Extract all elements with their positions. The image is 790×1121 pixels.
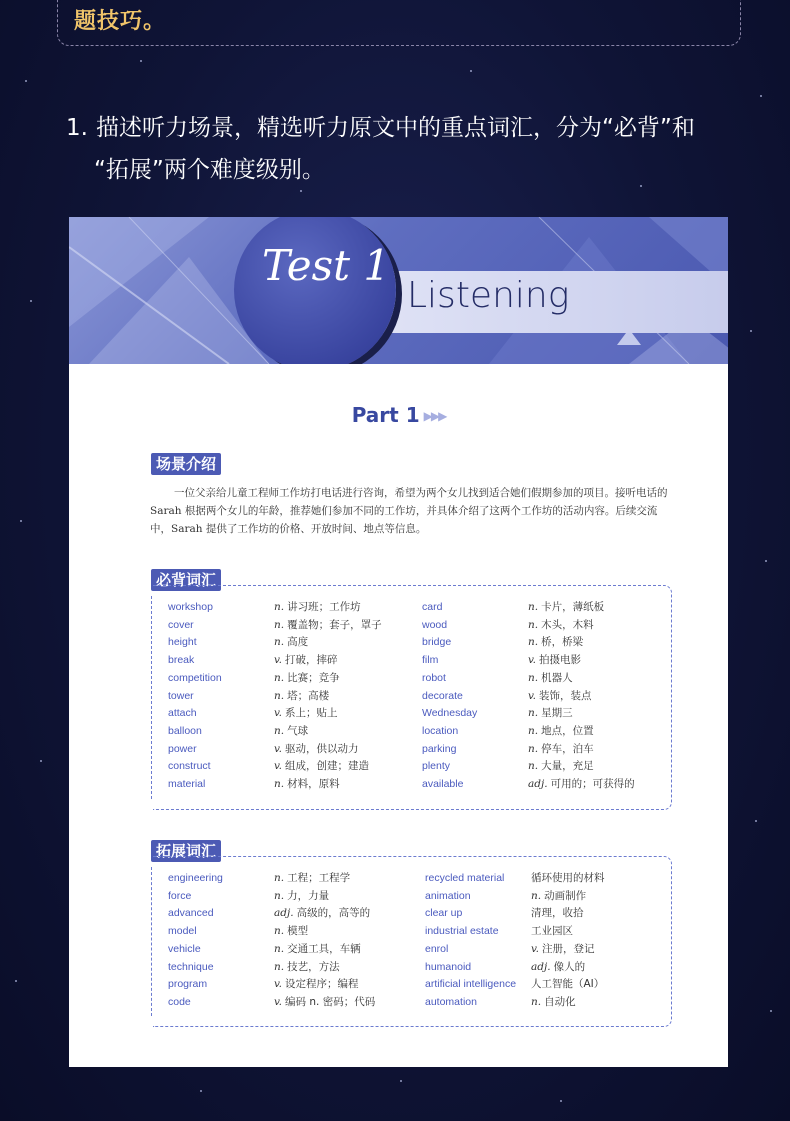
part-of-speech: v. <box>274 995 283 1008</box>
vocab-meaning: v. 注册，登记 <box>531 942 595 955</box>
vocab-meaning: n. 大量，充足 <box>528 760 594 773</box>
part-of-speech: v. <box>528 654 537 667</box>
vocab-meaning: 工业园区 <box>531 925 573 938</box>
vocab-word: available <box>422 778 464 790</box>
star <box>40 760 42 762</box>
vocab-word: program <box>168 978 208 991</box>
part-of-speech: v. <box>274 654 283 667</box>
part-of-speech: n. <box>274 778 285 790</box>
part-of-speech: adj. <box>531 960 551 973</box>
vocab-meaning: n. 高度 <box>274 636 309 649</box>
vocab-word: automation <box>425 995 477 1008</box>
part-of-speech: n. <box>531 995 542 1008</box>
vocab-meaning: adj. 高级的，高等的 <box>274 907 371 920</box>
feature-description <box>66 107 746 191</box>
vocab-meaning: n. 塔；高楼 <box>274 689 330 702</box>
vocab-word: location <box>422 724 459 737</box>
part-of-speech: n. <box>274 618 285 631</box>
scene-text: 一位父亲给儿童工程师工作坊打电话进行咨询，希望为两个女儿找到适合她们假期参加的项目。接听电话的 Sarah 根据两个女儿的年龄，推荐她们参加不同的工作坊，并具体介绍了这两个工作坊的活动内容。后续交流中，Sarah 提供了工作坊的价格、开放时间、地点等信息。 <box>150 487 668 535</box>
vocab-meaning: n. 桥，桥梁 <box>528 636 584 649</box>
feature-text-1: 描述听力场景，精选听力原文中的重点词汇，分为“必背”和 <box>96 115 695 141</box>
part-of-speech: n. <box>528 601 539 613</box>
vocab-meaning: v. 设定程序；编程 <box>274 978 359 991</box>
part-of-speech: v. <box>274 707 283 720</box>
sample-page <box>69 217 728 1067</box>
vocab-word: cover <box>168 618 194 631</box>
star <box>750 330 752 332</box>
vocab-word: clear up <box>425 907 463 920</box>
part-of-speech: n. <box>274 872 285 884</box>
part-of-speech: v. <box>531 942 540 955</box>
vocab-word: tower <box>168 689 194 702</box>
vocab-meaning: n. 讲习班；工作坊 <box>274 601 361 613</box>
part-of-speech: n. <box>274 724 285 737</box>
star <box>400 1080 402 1082</box>
vocab-meaning: n. 覆盖物；套子，罩子 <box>274 618 382 631</box>
part-title: Part 1 <box>351 403 420 427</box>
vocab-meaning: v. 编码 n. 密码；代码 <box>274 995 376 1008</box>
star <box>15 980 17 982</box>
part-of-speech: n. <box>274 601 285 613</box>
vocab-word: workshop <box>168 601 213 613</box>
previous-item-text: 题技巧。 <box>74 9 167 34</box>
vocab-meaning: n. 自动化 <box>531 995 576 1008</box>
vocab-word: Wednesday <box>422 707 478 720</box>
part-heading <box>69 403 728 427</box>
part-of-speech: n. <box>528 707 539 720</box>
vocab-meaning: n. 比赛；竞争 <box>274 671 340 684</box>
star <box>470 70 472 72</box>
vocab-meaning: v. 装饰，装点 <box>528 689 592 702</box>
vocab-meaning: adj. 可用的；可获得的 <box>528 778 635 790</box>
vocab-meaning: v. 系上；贴上 <box>274 707 338 720</box>
test-circle <box>234 217 396 364</box>
vocab-meaning: n. 工程；工程学 <box>274 872 351 884</box>
vocab-meaning: n. 气球 <box>274 724 309 737</box>
vocab-word: robot <box>422 671 446 684</box>
part-of-speech: n. <box>528 671 539 684</box>
vocab-word: animation <box>425 889 471 902</box>
vocab-word: advanced <box>168 907 214 920</box>
vocab-word: attach <box>168 707 197 720</box>
part-arrows-icon: ▶▶▶ <box>423 409 446 423</box>
vocab-word: vehicle <box>168 942 201 955</box>
part-of-speech: v. <box>274 742 283 755</box>
vocab-word: height <box>168 636 197 649</box>
scene-heading: 场景介绍 <box>151 453 221 475</box>
vocab-meaning: n. 星期三 <box>528 707 573 720</box>
test-title: Test 1 <box>262 241 391 290</box>
feature-line-2: “拓展”两个难度级别。 <box>94 157 325 183</box>
star <box>770 1010 772 1012</box>
vocab-word: code <box>168 995 191 1008</box>
part-of-speech: v. <box>528 689 537 702</box>
part-of-speech: adj. <box>528 778 548 790</box>
part-of-speech: n. <box>274 636 285 649</box>
star <box>560 1100 562 1102</box>
vocab-meaning: 人工智能（AI） <box>531 978 605 991</box>
part-of-speech: v. <box>274 760 283 773</box>
vocab-word: engineering <box>168 872 223 884</box>
vocab-word: industrial estate <box>425 925 499 938</box>
part-of-speech: n. <box>274 689 285 702</box>
vocab-meaning: 清理，收拾 <box>531 907 584 920</box>
vocab-word: balloon <box>168 724 202 737</box>
vocab-meaning: n. 力，力量 <box>274 889 330 902</box>
star <box>20 520 22 522</box>
vocab-word: wood <box>422 618 448 631</box>
part-of-speech: n. <box>528 742 539 755</box>
star <box>760 95 762 97</box>
vocab-word: decorate <box>422 689 463 702</box>
vocab-meaning: n. 技艺，方法 <box>274 960 340 973</box>
vocab-meaning: n. 木头，木料 <box>528 618 594 631</box>
feature-number: 1. <box>66 115 88 141</box>
star <box>765 560 767 562</box>
vocab-word: enrol <box>425 942 449 955</box>
vocab-meaning: v. 驱动，供以动力 <box>274 742 359 755</box>
vocab-word: artificial intelligence <box>425 978 517 991</box>
vocab-word: break <box>168 654 195 667</box>
vocab-meaning: n. 交通工具，车辆 <box>274 942 361 955</box>
vocab-meaning: n. 材料，原料 <box>274 778 340 790</box>
vocab-word: technique <box>168 960 214 973</box>
vocab-word: humanoid <box>425 960 472 973</box>
star <box>140 60 142 62</box>
vocab-meaning: n. 模型 <box>274 925 309 938</box>
section-title: Listening <box>407 275 570 316</box>
vocab-word: material <box>168 778 206 790</box>
vocab-meaning: n. 机器人 <box>528 671 573 684</box>
required-vocab-heading: 必背词汇 <box>151 569 221 591</box>
vocab-word: plenty <box>422 760 451 773</box>
vocab-meaning: n. 卡片，薄纸板 <box>528 601 605 613</box>
vocab-word: force <box>168 889 192 902</box>
part-of-speech: adj. <box>274 907 294 920</box>
part-of-speech: n. <box>274 889 285 902</box>
vocab-meaning: n. 地点，位置 <box>528 724 594 737</box>
vocab-word: competition <box>168 671 222 684</box>
vocab-word: bridge <box>422 636 452 649</box>
part-of-speech: n. <box>528 760 539 773</box>
vocab-word: construct <box>168 760 211 773</box>
part-of-speech: n. <box>531 889 542 902</box>
extended-vocab-heading: 拓展词汇 <box>151 840 221 862</box>
part-of-speech: n. <box>528 724 539 737</box>
part-of-speech: n. <box>528 636 539 649</box>
extended-vocab-box <box>153 856 672 1027</box>
vocab-word: parking <box>422 742 457 755</box>
vocab-meaning: v. 组成，创建；建造 <box>274 760 370 773</box>
star <box>25 80 27 82</box>
part-of-speech: n. <box>274 671 285 684</box>
vocab-meaning: adj. 像人的 <box>531 960 586 973</box>
part-of-speech: n. <box>274 925 285 938</box>
feature-line-1 <box>66 107 746 149</box>
part-of-speech: n. <box>274 942 285 955</box>
vocab-word: model <box>168 925 197 938</box>
vocab-word: power <box>168 742 197 755</box>
star <box>30 300 32 302</box>
part-of-speech: n. <box>528 618 539 631</box>
vocab-word: recycled material <box>425 872 505 884</box>
vocab-meaning: v. 拍摄电影 <box>528 654 582 667</box>
scene-description <box>150 484 670 538</box>
vocab-meaning: v. 打破，摔碎 <box>274 654 338 667</box>
page-banner <box>69 217 728 364</box>
star <box>200 1090 202 1092</box>
vocab-meaning: n. 停车，泊车 <box>528 742 594 755</box>
star <box>755 820 757 822</box>
vocab-word: card <box>422 601 443 613</box>
vocab-word: film <box>422 654 439 667</box>
part-of-speech: n. <box>274 960 285 973</box>
part-of-speech: v. <box>274 978 283 991</box>
vocab-meaning: n. 动画制作 <box>531 889 587 902</box>
vocab-meaning: 循环使用的材料 <box>531 872 605 884</box>
required-vocab-box <box>153 585 672 810</box>
